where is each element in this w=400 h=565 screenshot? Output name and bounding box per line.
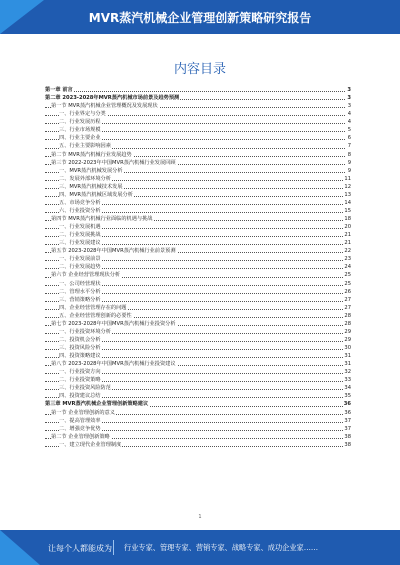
toc-entry-page: 23 xyxy=(344,256,351,263)
toc-entry-page: 14 xyxy=(344,199,351,206)
toc-entry-label: 二、行业投资策略 xyxy=(59,377,101,384)
toc-entry-page: 21 xyxy=(344,240,351,247)
toc-entry[interactable] xyxy=(45,271,351,279)
toc-entry-label: 四、MVR蒸汽机械区域发展分析 xyxy=(59,191,133,198)
toc-entry-page: 28 xyxy=(344,312,351,319)
toc-entry[interactable] xyxy=(45,118,351,126)
toc-entry-page: 3 xyxy=(347,95,351,102)
toc-entry-label: 四、投资建议总结 xyxy=(59,393,101,400)
toc-entry[interactable] xyxy=(45,167,351,175)
toc-entry-label: 一、行业发展机遇 xyxy=(59,224,101,231)
toc-entry-label: 一、行业发展前景 xyxy=(59,256,101,263)
toc-entry-page: 28 xyxy=(344,320,351,327)
toc-entry[interactable] xyxy=(45,376,351,384)
toc-entry-label: 第三节 2022-2023年中国MVR蒸汽机械行业发展回顾 xyxy=(51,159,176,166)
toc-entry-page: 3 xyxy=(347,87,351,93)
toc-entry-page: 27 xyxy=(344,296,351,303)
toc-entry[interactable] xyxy=(45,94,351,102)
toc-entry[interactable] xyxy=(45,151,351,159)
toc-entry-label: 第八节 2023-2028年中国MVR蒸汽机械行业投资建议 xyxy=(51,361,176,368)
report-title: MVR蒸汽机械企业管理创新策略研究报告 xyxy=(88,11,312,25)
toc-entry[interactable] xyxy=(45,142,351,150)
toc-entry-label: 第一节 企业管理创新的意义 xyxy=(51,409,115,416)
toc-entry[interactable] xyxy=(45,320,351,328)
toc-entry-label: 二、增强竞争优势 xyxy=(59,425,101,432)
toc-entry-label: 一、行业投资方向 xyxy=(59,369,101,376)
toc-entry-label: 五、企业经营管理创新的必要性 xyxy=(59,312,132,319)
toc-entry-page: 25 xyxy=(344,280,351,287)
toc-entry[interactable] xyxy=(45,207,351,215)
toc-entry-label: 第二节 MVR蒸汽机械行业发展趋势 xyxy=(51,151,132,158)
toc-entry-page: 26 xyxy=(344,288,351,295)
toc-entry-page: 32 xyxy=(344,369,351,376)
toc-entry-page: 36 xyxy=(343,401,351,408)
toc-entry-label: 四、企业经营管理存在的问题 xyxy=(59,304,127,311)
toc-entry-label: 一、MVR蒸汽机械发展分析 xyxy=(59,167,123,174)
table-of-contents xyxy=(45,86,351,449)
toc-entry-label: 第二章 2023-2028年MVR蒸汽机械市场前景及趋势预测 xyxy=(45,95,180,102)
toc-entry-page: 9 xyxy=(347,159,351,166)
toc-entry-label: 第四节 MVR蒸汽机械行业面临的机遇与挑战 xyxy=(51,216,153,222)
toc-entry-label: 第二节 企业管理创新策略 xyxy=(51,433,110,440)
toc-entry[interactable] xyxy=(45,288,351,296)
toc-entry-page: 3 xyxy=(347,103,351,110)
toc-entry-page: 4 xyxy=(347,119,351,126)
toc-entry-label: 一、提高管理效率 xyxy=(59,417,101,424)
toc-entry-page: 31 xyxy=(344,353,351,360)
toc-entry-label: 一、行业界定与分类 xyxy=(59,111,106,118)
toc-entry-page: 24 xyxy=(344,264,351,271)
toc-entry-page: 33 xyxy=(344,377,351,384)
toc-entry-page: 34 xyxy=(344,385,351,392)
toc-entry-page: 37 xyxy=(344,425,351,432)
toc-entry[interactable] xyxy=(45,336,351,344)
toc-entry[interactable] xyxy=(45,441,351,449)
toc-entry-page: 12 xyxy=(344,183,351,190)
toc-entry[interactable] xyxy=(45,191,351,199)
toc-entry[interactable] xyxy=(45,433,351,441)
toc-entry-label: 三、行业投资风险防范 xyxy=(59,385,111,392)
toc-entry[interactable] xyxy=(45,344,351,352)
toc-entry-label: 二、管理水平分析 xyxy=(59,288,101,295)
toc-entry-label: 四、投资策略建议 xyxy=(59,353,101,360)
toc-entry[interactable] xyxy=(45,409,351,417)
toc-entry[interactable] xyxy=(45,263,351,271)
toc-entry-page: 13 xyxy=(344,191,351,198)
toc-entry[interactable] xyxy=(45,296,351,304)
toc-entry-label: 三、行业发展建议 xyxy=(59,240,101,247)
toc-entry-page: 11 xyxy=(344,175,351,182)
toc-entry[interactable] xyxy=(45,304,351,312)
toc-entry[interactable] xyxy=(45,183,351,191)
toc-entry-page: 7 xyxy=(347,143,351,150)
toc-entry-label: 一、建立现代企业管理制度 xyxy=(59,441,122,448)
toc-entry-page: 5 xyxy=(347,127,351,134)
toc-heading: 内容目录 xyxy=(173,62,226,77)
footer-accent-shape xyxy=(0,530,40,565)
toc-entry-label: 二、行业发展趋势 xyxy=(59,264,101,271)
footer-banner xyxy=(0,530,400,565)
toc-entry-label: 三、MVR蒸汽机械技术发展 xyxy=(59,183,123,190)
toc-entry-page: 29 xyxy=(344,336,351,343)
toc-entry[interactable] xyxy=(45,280,351,288)
toc-entry-page: 30 xyxy=(344,345,351,351)
toc-entry-label: 五、市场竞争分析 xyxy=(59,199,101,206)
toc-entry-label: 二、行业发展历程 xyxy=(59,119,101,126)
toc-entry[interactable] xyxy=(45,384,351,392)
toc-entry[interactable] xyxy=(45,86,351,94)
toc-entry[interactable] xyxy=(45,360,351,368)
toc-entry-label: 五、行业主要影响因素 xyxy=(59,143,111,150)
toc-entry-label: 三、行业市场规模 xyxy=(59,127,101,134)
toc-entry-label: 第一节 MVR蒸汽机械企业管理概况及发展现状 xyxy=(51,103,158,110)
header-banner xyxy=(0,0,400,34)
toc-entry[interactable] xyxy=(45,312,351,320)
toc-entry-page: 8 xyxy=(347,151,351,158)
toc-entry-label: 三、投资风险分析 xyxy=(59,345,101,351)
toc-entry-page: 6 xyxy=(347,135,351,142)
toc-entry-page: 25 xyxy=(344,272,351,279)
toc-entry-page: 15 xyxy=(344,207,351,214)
toc-entry-label: 二、投资机会分析 xyxy=(59,336,101,343)
toc-entry-page: 37 xyxy=(344,417,351,424)
footer-slogan-left: 让每个人都能成为 xyxy=(48,544,112,553)
toc-entry[interactable] xyxy=(45,215,351,223)
toc-entry-page: 38 xyxy=(344,441,351,448)
footer-slogan-right: 行业专家、管理专家、营销专家、战略专家、成功企业家…… xyxy=(124,543,319,552)
toc-entry-label: 一、公司经营现状 xyxy=(59,280,101,287)
toc-entry[interactable] xyxy=(45,175,351,183)
toc-entry[interactable] xyxy=(45,231,351,239)
toc-entry[interactable] xyxy=(45,239,351,247)
toc-entry[interactable] xyxy=(45,247,351,255)
toc-entry-label: 一、行业投资环境分析 xyxy=(59,328,111,335)
toc-entry[interactable] xyxy=(45,126,351,134)
toc-entry-page: 31 xyxy=(344,361,351,368)
toc-entry[interactable] xyxy=(45,425,351,433)
toc-entry[interactable] xyxy=(45,417,351,425)
toc-entry-label: 第五节 2023-2028年中国MVR蒸汽机械行业前景预测 xyxy=(51,248,176,255)
toc-entry[interactable] xyxy=(45,392,351,400)
toc-entry-label: 六、行业投资分析 xyxy=(59,207,101,214)
toc-entry-page: 18 xyxy=(344,216,351,222)
toc-entry-page: 22 xyxy=(344,248,351,255)
toc-entry-label: 第一章 前言 xyxy=(45,87,73,93)
toc-entry[interactable] xyxy=(45,400,351,408)
toc-entry[interactable] xyxy=(45,110,351,118)
toc-entry-label: 三、营销策略分析 xyxy=(59,296,101,303)
toc-entry[interactable] xyxy=(45,223,351,231)
toc-entry-label: 四、行业主要企业 xyxy=(59,135,101,142)
toc-entry-page: 21 xyxy=(344,232,351,239)
toc-entry[interactable] xyxy=(45,368,351,376)
toc-entry-page: 9 xyxy=(347,167,351,174)
toc-entry-page: 27 xyxy=(344,304,351,311)
toc-entry-page: 35 xyxy=(344,393,351,400)
toc-entry-label: 二、发展外部环境分析 xyxy=(59,175,111,182)
toc-entry[interactable] xyxy=(45,134,351,142)
toc-entry[interactable] xyxy=(45,199,351,207)
toc-entry[interactable] xyxy=(45,255,351,263)
toc-entry-page: 29 xyxy=(344,328,351,335)
page-number: 1 xyxy=(198,514,202,520)
toc-entry-page: 20 xyxy=(344,224,351,231)
toc-entry[interactable] xyxy=(45,102,351,110)
footer-divider xyxy=(113,540,114,555)
toc-entry-label: 第六节 企业经营管理现状分析 xyxy=(51,272,121,279)
toc-entry-label: 第七节 2023-2028年中国MVR蒸汽机械行业投资分析 xyxy=(51,320,176,327)
toc-entry-page: 4 xyxy=(347,111,351,118)
toc-entry-page: 38 xyxy=(344,433,351,440)
toc-entry[interactable] xyxy=(45,352,351,360)
toc-entry-label: 二、行业发展挑战 xyxy=(59,232,101,239)
toc-entry-label: 第三章 MVR蒸汽机械企业管理创新策略建议 xyxy=(45,401,149,408)
toc-entry-page: 36 xyxy=(344,409,351,416)
toc-entry[interactable] xyxy=(45,159,351,167)
toc-entry[interactable] xyxy=(45,328,351,336)
dot-leader xyxy=(45,91,345,92)
